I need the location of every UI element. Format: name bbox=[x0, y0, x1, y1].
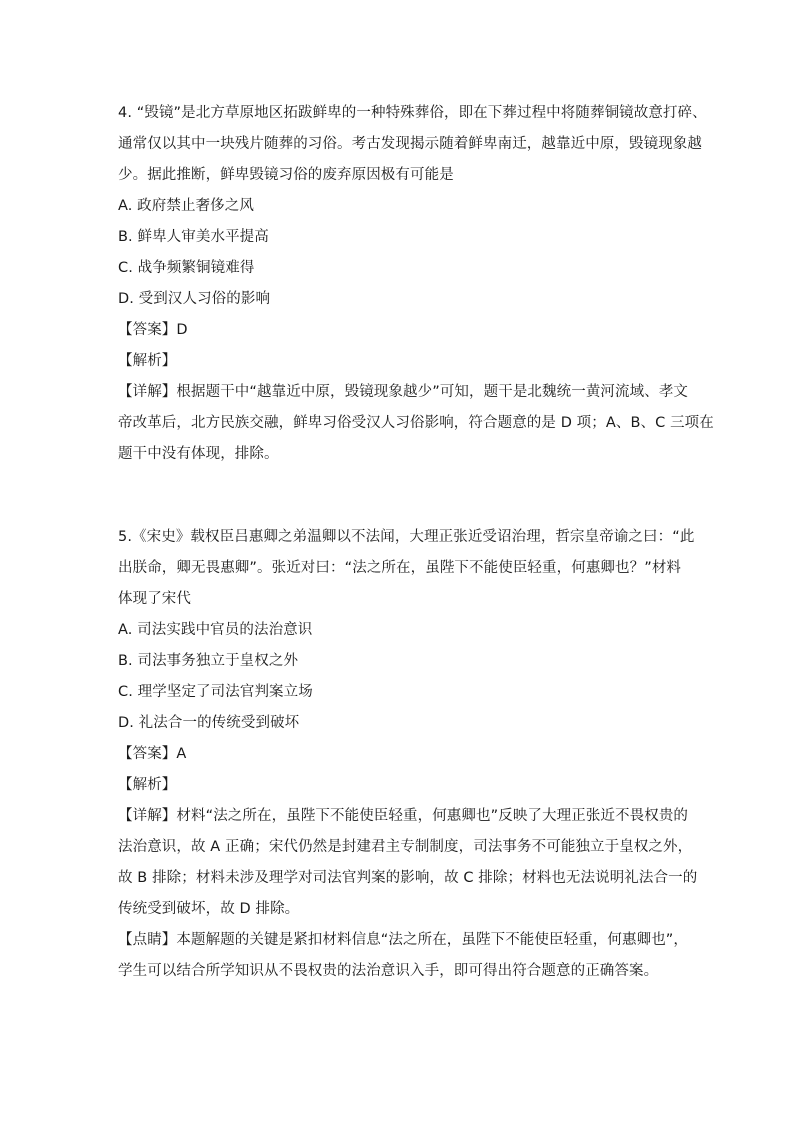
detail-line: 故 B 排除；材料未涉及理学对司法官判案的影响，故 C 排除；材料也无法说明礼法合一的 bbox=[118, 870, 698, 886]
option-d: D. 受到汉人习俗的影响 bbox=[118, 291, 271, 307]
analysis-label: 【解析】 bbox=[118, 777, 177, 793]
option-c: C. 战争频繁铜镜难得 bbox=[118, 260, 255, 276]
detail-line: 题干中没有体现，排除。 bbox=[118, 446, 279, 462]
comment-line: 学生可以结合所学知识从不畏权贵的法治意识入手，即可得出符合题意的正确答案。 bbox=[118, 963, 659, 979]
option-b: B. 司法事务独立于皇权之外 bbox=[118, 653, 299, 669]
detail-line: 法治意识，故 A 正确；宋代仍然是封建君主专制制度，司法事务不可能独立于皇权之外， bbox=[118, 839, 693, 855]
answer-line: 【答案】D bbox=[118, 322, 188, 338]
detail-line: 帝改革后，北方民族交融，鲜卑习俗受汉人习俗影响，符合题意的是 D 项；A、B、C 三项在 bbox=[118, 415, 714, 431]
detail-line: 传统受到破坏，故 D 排除。 bbox=[118, 901, 300, 917]
question-stem-line: 5.《宋史》载权臣吕惠卿之弟温卿以不法闻，大理正张近受诏治理，哲宗皇帝谕之曰：“此 bbox=[118, 529, 695, 545]
analysis-label: 【解析】 bbox=[118, 353, 177, 369]
question-stem-line: 通常仅以其中一块残片随葬的习俗。考古发现揭示随着鲜卑南迁，越靠近中原，毁镜现象越 bbox=[118, 136, 702, 152]
option-b: B. 鲜卑人审美水平提高 bbox=[118, 229, 269, 245]
document-page bbox=[118, 98, 714, 987]
question-spacer bbox=[118, 470, 678, 522]
detail-line: 【详解】材料“法之所在，虽陛下不能使臣轻重，何惠卿也”反映了大理正张近不畏权贵的 bbox=[118, 808, 689, 824]
question-stem-line: 4. “毁镜”是北方草原地区拓跋鲜卑的一种特殊葬俗，即在下葬过程中将随葬铜镜故意打碎、 bbox=[118, 105, 707, 121]
detail-line: 【详解】根据题干中“越靠近中原，毁镜现象越少”可知，题干是北魏统一黄河流域、孝文 bbox=[118, 384, 689, 400]
option-d: D. 礼法合一的传统受到破坏 bbox=[118, 715, 300, 731]
option-c: C. 理学坚定了司法官判案立场 bbox=[118, 684, 313, 700]
question-stem-line: 体现了宋代 bbox=[118, 591, 191, 607]
option-a: A. 司法实践中官员的法治意识 bbox=[118, 622, 313, 638]
option-a: A. 政府禁止奢侈之风 bbox=[118, 198, 254, 214]
question-4 bbox=[118, 98, 714, 470]
comment-line: 【点睛】本题解题的关键是紧扣材料信息“法之所在，虽陛下不能使臣轻重，何惠卿也”， bbox=[118, 932, 689, 948]
question-stem-line: 出朕命，卿无畏惠卿”。张近对曰：“法之所在，虽陛下不能使臣轻重，何惠卿也？”材料 bbox=[118, 560, 682, 576]
question-stem-line: 少。据此推断，鲜卑毁镜习俗的废弃原因极有可能是 bbox=[118, 167, 454, 183]
question-5 bbox=[118, 522, 698, 987]
answer-line: 【答案】A bbox=[118, 746, 187, 762]
